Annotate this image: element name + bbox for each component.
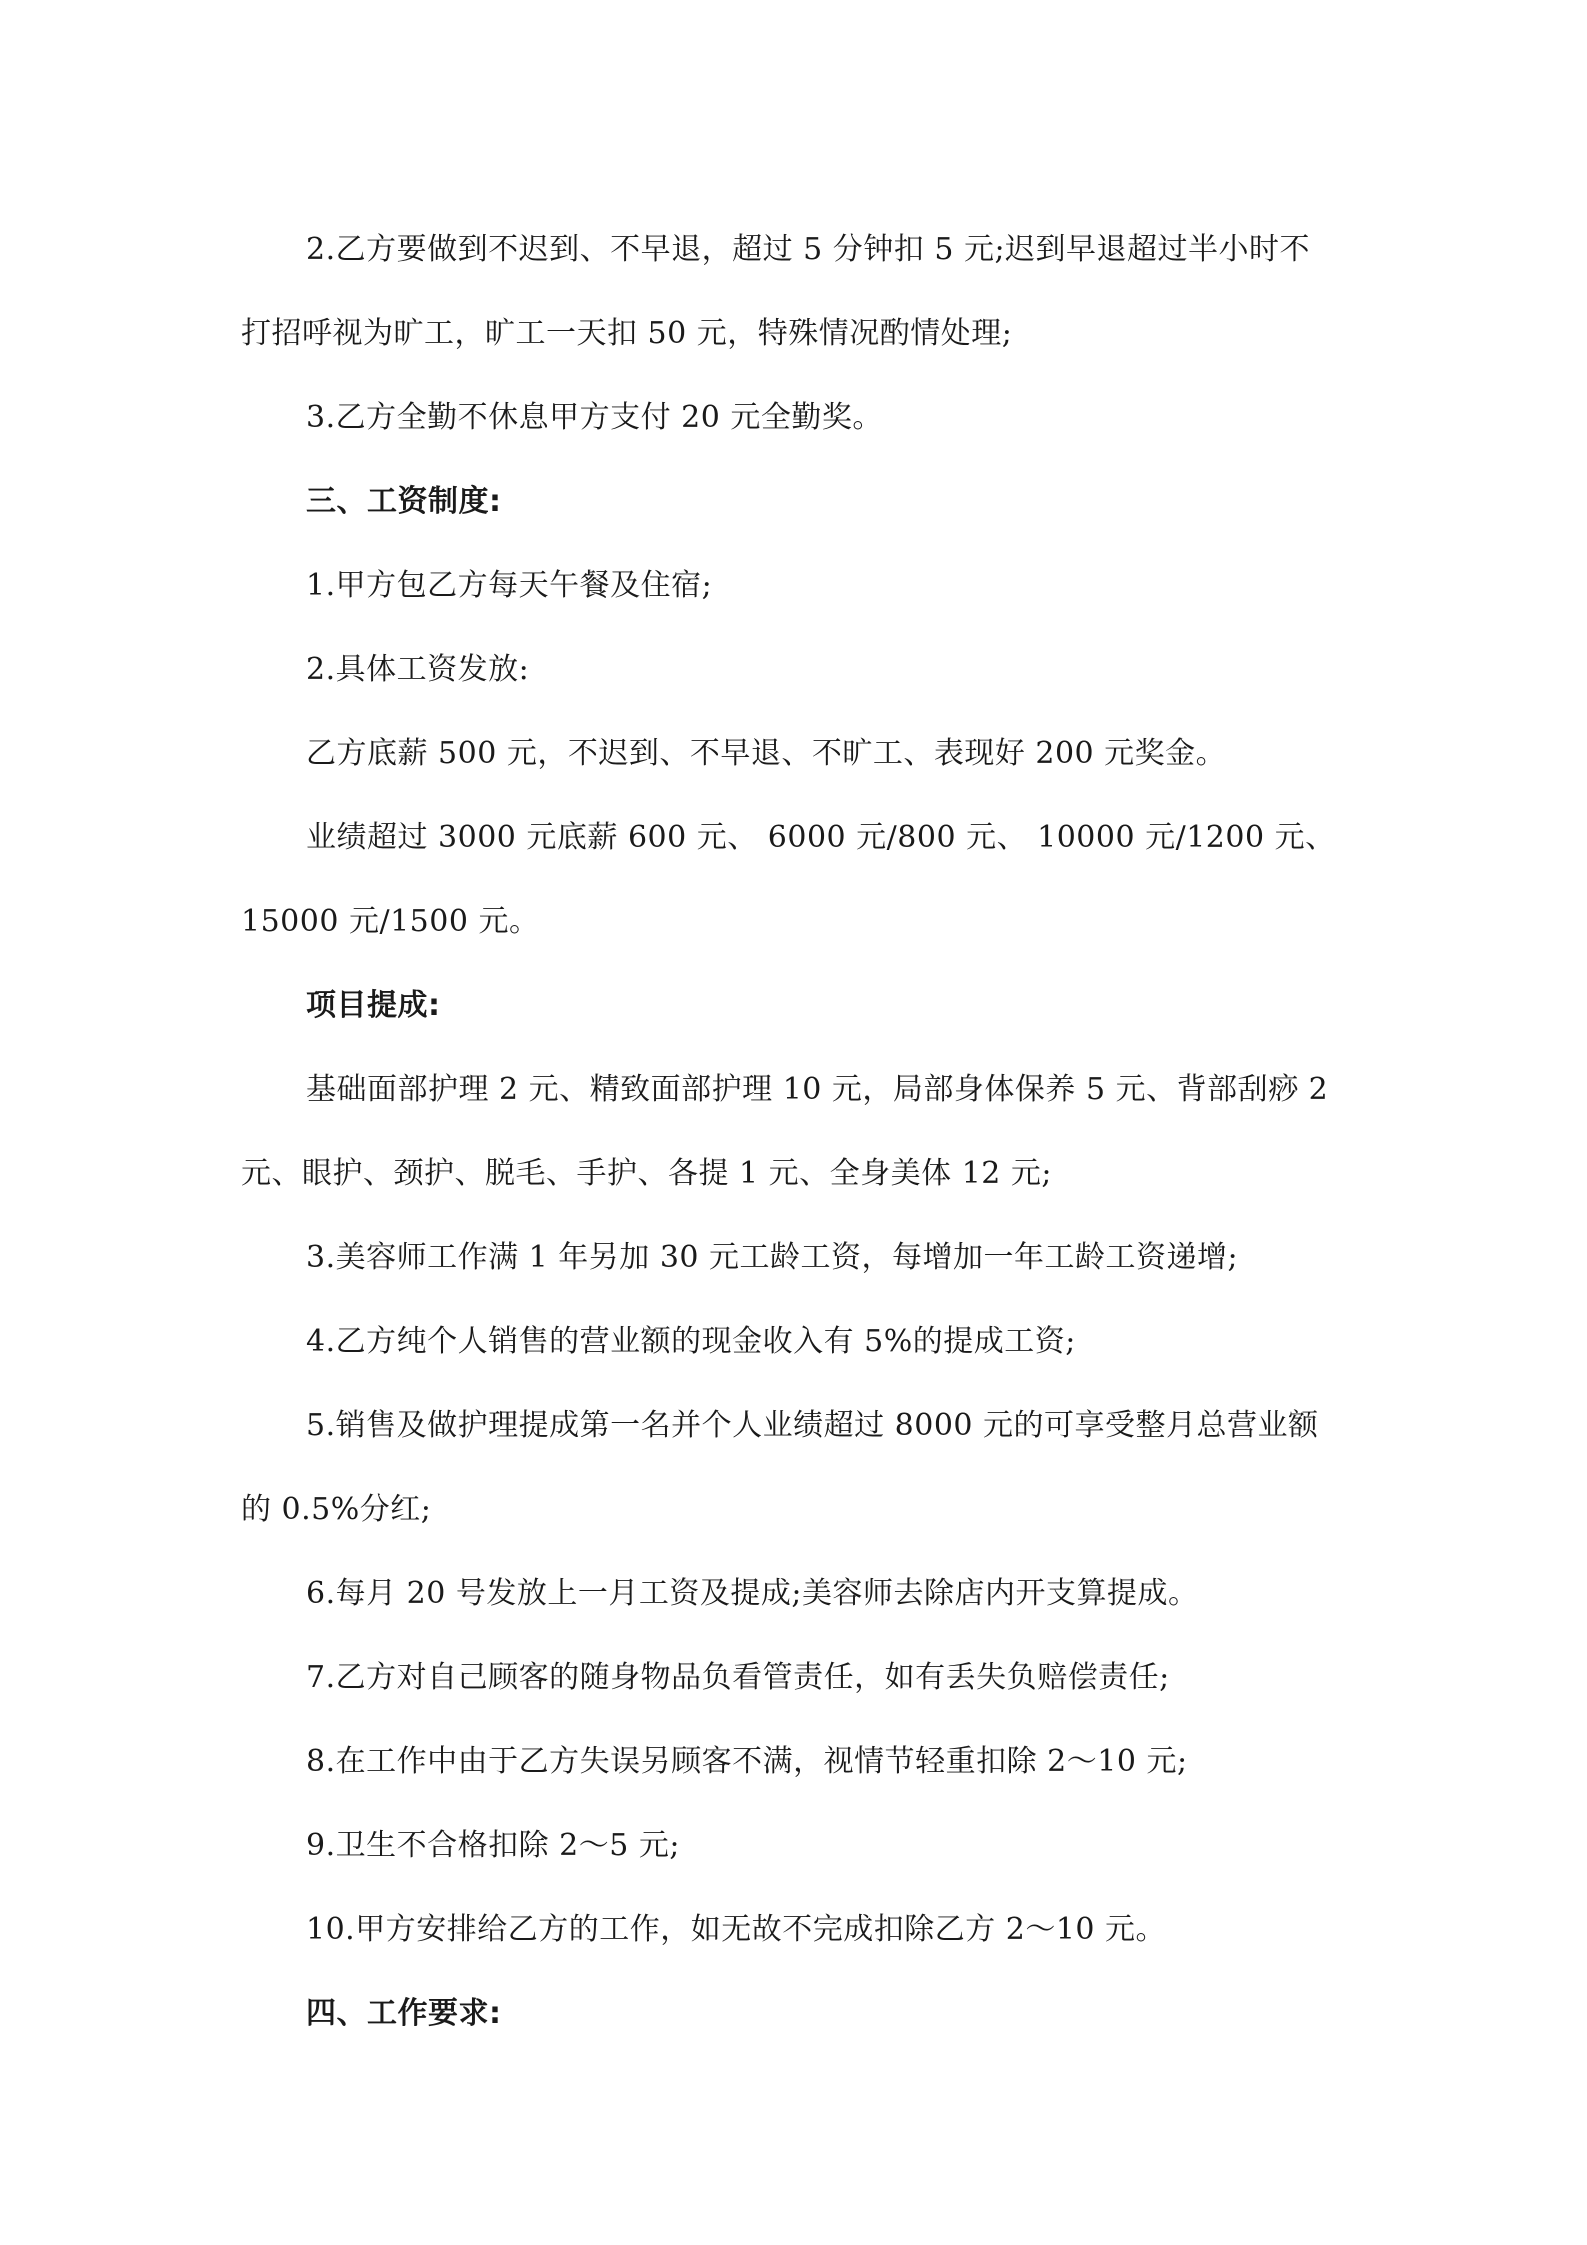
paragraph-performance-tiers: 业绩超过 3000 元底薪 600 元、 6000 元/800 元、 10000 元/1200 元、15000 元/1500 元。 [241, 820, 1336, 939]
document-page [241, 208, 1337, 2056]
paragraph-seniority-pay: 3.美容师工作满 1 年另加 30 元工龄工资，每增加一年工龄工资递增; [306, 1240, 1239, 1275]
paragraph-salary-payment: 2.具体工资发放: [306, 652, 530, 687]
section-heading-salary: 三、工资制度: [306, 484, 502, 519]
paragraph-pay-date: 6.每月 20 号发放上一月工资及提成;美容师去除店内开支算提成。 [306, 1576, 1199, 1611]
paragraph-attendance-rule: 2.乙方要做到不迟到、不早退，超过 5 分钟扣 5 元;迟到早退超过半小时不打招呼视为旷工，旷工一天扣 50 元，特殊情况酌情处理; [241, 232, 1311, 351]
paragraph-top-seller-bonus: 5.销售及做护理提成第一名并个人业绩超过 8000 元的可享受整月总营业额的 0.5%分红; [241, 1408, 1319, 1527]
section-heading-work-requirements: 四、工作要求: [306, 1996, 502, 2031]
paragraph-sales-commission: 4.乙方纯个人销售的营业额的现金收入有 5%的提成工资; [306, 1324, 1076, 1359]
paragraph-service-commission: 基础面部护理 2 元、精致面部护理 10 元，局部身体保养 5 元、背部刮痧 2 元、眼护、颈护、脱毛、手护、各提 1 元、全身美体 12 元; [241, 1072, 1339, 1191]
paragraph-hygiene-deduction: 9.卫生不合格扣除 2～5 元; [306, 1828, 680, 1863]
paragraph-meals-lodging: 1.甲方包乙方每天午餐及住宿; [306, 568, 713, 603]
paragraph-task-deduction: 10.甲方安排给乙方的工作，如无故不完成扣除乙方 2～10 元。 [306, 1912, 1167, 1947]
section-heading-commission: 项目提成: [306, 988, 441, 1023]
paragraph-base-salary: 乙方底薪 500 元，不迟到、不早退、不旷工、表现好 200 元奖金。 [306, 736, 1227, 771]
paragraph-customer-belongings: 7.乙方对自己顾客的随身物品负看管责任，如有丢失负赔偿责任; [306, 1660, 1170, 1695]
paragraph-complaint-deduction: 8.在工作中由于乙方失误另顾客不满，视情节轻重扣除 2～10 元; [306, 1744, 1188, 1779]
paragraph-full-attendance-bonus: 3.乙方全勤不休息甲方支付 20 元全勤奖。 [306, 400, 883, 435]
